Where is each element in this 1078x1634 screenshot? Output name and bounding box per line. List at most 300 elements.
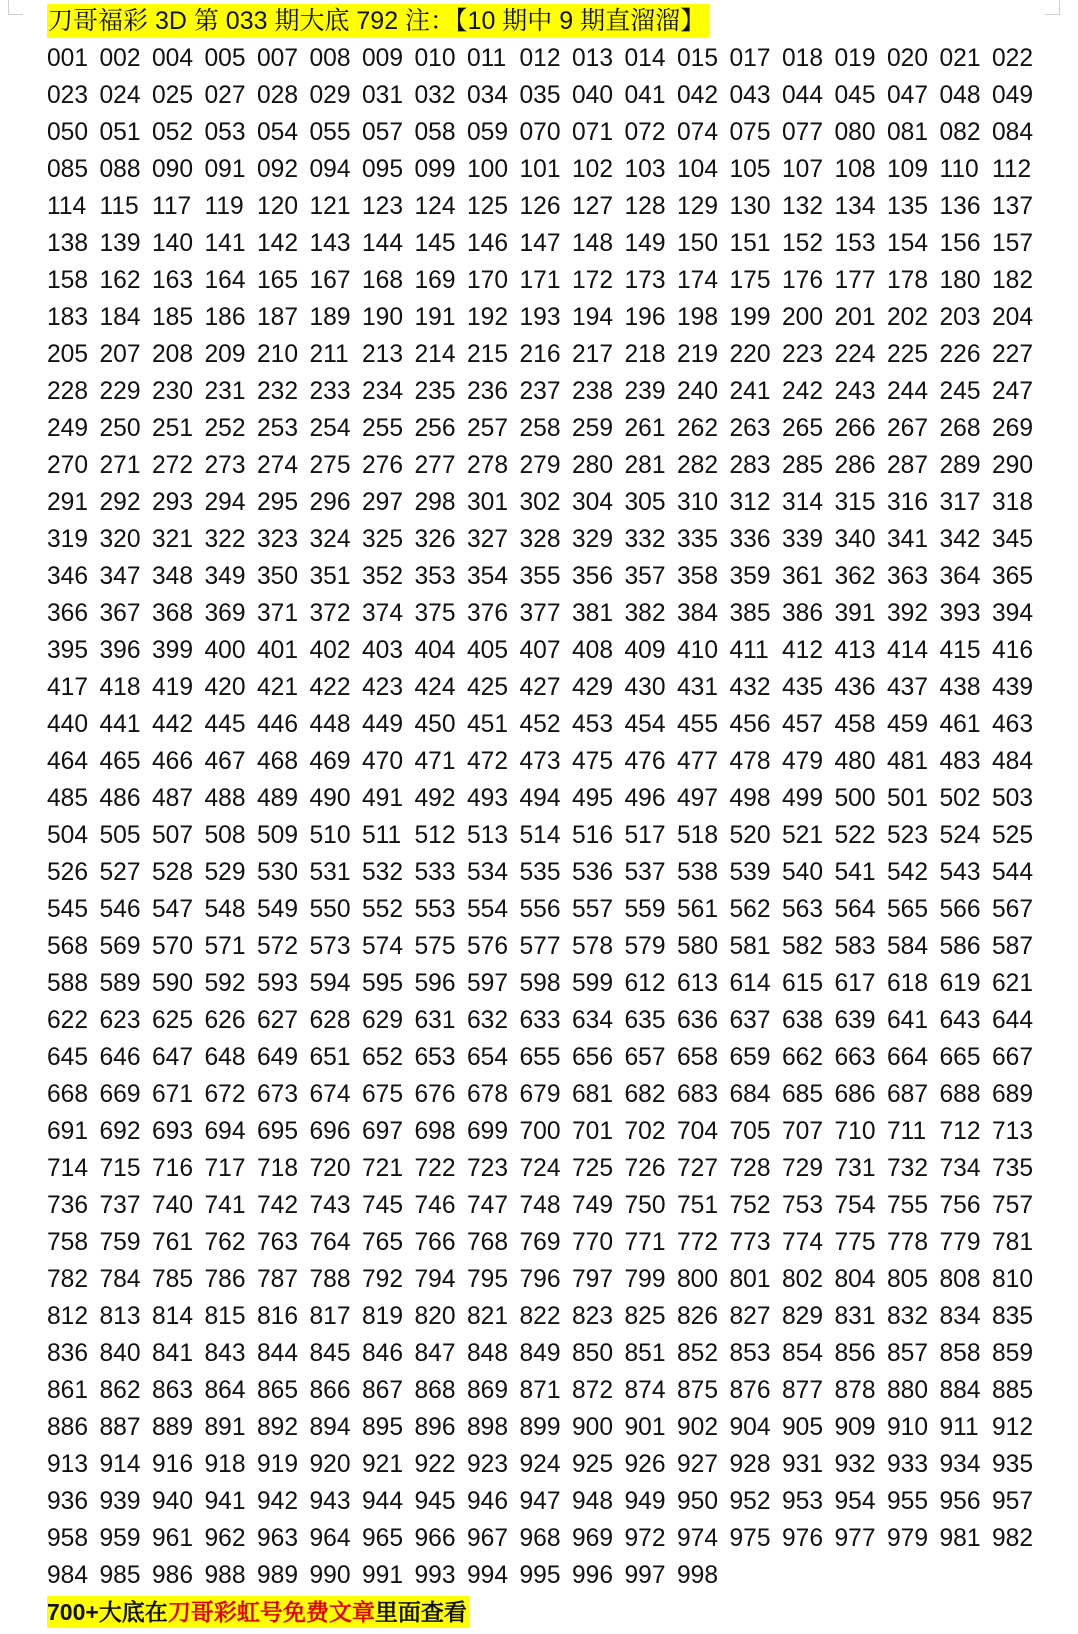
number-item: 304 xyxy=(572,489,614,516)
number-item: 933 xyxy=(887,1451,929,1478)
number-row xyxy=(47,928,1057,965)
number-item: 021 xyxy=(939,45,981,72)
number-item: 411 xyxy=(729,637,769,664)
number-item: 674 xyxy=(309,1081,351,1108)
number-item: 816 xyxy=(257,1303,299,1330)
number-item: 925 xyxy=(572,1451,614,1478)
number-item: 986 xyxy=(152,1562,194,1589)
number-item: 856 xyxy=(834,1340,876,1367)
number-item: 219 xyxy=(677,341,719,368)
number-item: 142 xyxy=(257,230,299,257)
number-item: 768 xyxy=(467,1229,509,1256)
number-item: 648 xyxy=(204,1044,246,1071)
number-item: 130 xyxy=(729,193,771,220)
number-item: 514 xyxy=(519,822,561,849)
number-item: 504 xyxy=(47,822,89,849)
number-item: 216 xyxy=(519,341,561,368)
number-item: 310 xyxy=(677,489,719,516)
number-item: 253 xyxy=(257,415,299,442)
number-item: 526 xyxy=(47,859,89,886)
number-item: 737 xyxy=(99,1192,141,1219)
number-item: 969 xyxy=(572,1525,614,1552)
number-item: 457 xyxy=(782,711,824,738)
footer-note xyxy=(47,1596,469,1628)
number-item: 175 xyxy=(729,267,771,294)
number-item: 743 xyxy=(309,1192,351,1219)
number-item: 280 xyxy=(572,452,614,479)
number-item: 561 xyxy=(677,896,719,923)
number-item: 643 xyxy=(939,1007,981,1034)
number-item: 735 xyxy=(992,1155,1034,1182)
number-item: 956 xyxy=(939,1488,981,1515)
number-item: 841 xyxy=(152,1340,194,1367)
number-item: 425 xyxy=(467,674,509,701)
number-item: 154 xyxy=(887,230,929,257)
number-item: 207 xyxy=(99,341,141,368)
number-item: 667 xyxy=(992,1044,1034,1071)
number-item: 298 xyxy=(414,489,456,516)
number-item: 201 xyxy=(834,304,876,331)
number-item: 975 xyxy=(729,1525,771,1552)
number-item: 077 xyxy=(782,119,824,146)
number-item: 844 xyxy=(257,1340,299,1367)
number-item: 336 xyxy=(729,526,771,553)
number-item: 229 xyxy=(99,378,141,405)
number-item: 528 xyxy=(152,859,194,886)
number-item: 619 xyxy=(939,970,981,997)
number-item: 559 xyxy=(624,896,666,923)
number-item: 381 xyxy=(572,600,614,627)
number-item: 099 xyxy=(414,156,456,183)
number-item: 490 xyxy=(309,785,351,812)
number-item: 455 xyxy=(677,711,719,738)
number-item: 257 xyxy=(467,415,509,442)
number-item: 249 xyxy=(47,415,89,442)
number-item: 853 xyxy=(729,1340,771,1367)
number-item: 750 xyxy=(624,1192,666,1219)
number-item: 940 xyxy=(152,1488,194,1515)
number-item: 266 xyxy=(834,415,876,442)
number-item: 501 xyxy=(887,785,929,812)
number-item: 989 xyxy=(257,1562,299,1589)
number-item: 382 xyxy=(624,600,666,627)
number-item: 366 xyxy=(47,600,89,627)
number-item: 167 xyxy=(309,267,351,294)
number-item: 631 xyxy=(414,1007,456,1034)
number-item: 500 xyxy=(834,785,876,812)
number-item: 845 xyxy=(309,1340,351,1367)
number-item: 226 xyxy=(939,341,981,368)
number-item: 454 xyxy=(624,711,666,738)
number-item: 542 xyxy=(887,859,929,886)
number-item: 138 xyxy=(47,230,89,257)
number-item: 305 xyxy=(624,489,666,516)
number-item: 981 xyxy=(939,1525,981,1552)
number-item: 407 xyxy=(519,637,561,664)
number-item: 995 xyxy=(519,1562,561,1589)
number-item: 852 xyxy=(677,1340,719,1367)
number-item: 040 xyxy=(572,82,614,109)
number-item: 701 xyxy=(572,1118,614,1145)
number-item: 296 xyxy=(309,489,351,516)
number-item: 290 xyxy=(992,452,1034,479)
number-item: 402 xyxy=(309,637,351,664)
number-item: 864 xyxy=(204,1377,246,1404)
number-item: 637 xyxy=(729,1007,771,1034)
number-item: 423 xyxy=(362,674,404,701)
number-item: 796 xyxy=(519,1266,561,1293)
number-item: 866 xyxy=(309,1377,351,1404)
number-item: 843 xyxy=(204,1340,246,1367)
number-item: 292 xyxy=(99,489,141,516)
number-item: 144 xyxy=(362,230,404,257)
number-item: 596 xyxy=(414,970,456,997)
number-item: 109 xyxy=(887,156,929,183)
number-item: 278 xyxy=(467,452,509,479)
number-item: 556 xyxy=(519,896,561,923)
number-item: 900 xyxy=(572,1414,614,1441)
number-item: 757 xyxy=(992,1192,1034,1219)
number-item: 301 xyxy=(467,489,509,516)
number-item: 184 xyxy=(99,304,141,331)
number-item: 761 xyxy=(152,1229,194,1256)
number-item: 023 xyxy=(47,82,89,109)
number-item: 618 xyxy=(887,970,929,997)
number-item: 795 xyxy=(467,1266,509,1293)
number-item: 614 xyxy=(729,970,771,997)
number-item: 103 xyxy=(624,156,666,183)
number-item: 193 xyxy=(519,304,561,331)
number-item: 287 xyxy=(887,452,929,479)
number-item: 942 xyxy=(257,1488,299,1515)
number-item: 489 xyxy=(257,785,299,812)
number-item: 018 xyxy=(782,45,824,72)
number-item: 108 xyxy=(834,156,876,183)
number-item: 503 xyxy=(992,785,1034,812)
number-item: 849 xyxy=(519,1340,561,1367)
number-item: 347 xyxy=(99,563,141,590)
number-item: 652 xyxy=(362,1044,404,1071)
number-item: 736 xyxy=(47,1192,89,1219)
number-item: 876 xyxy=(729,1377,771,1404)
number-item: 858 xyxy=(939,1340,981,1367)
number-item: 293 xyxy=(152,489,194,516)
number-item: 461 xyxy=(939,711,981,738)
number-item: 173 xyxy=(624,267,666,294)
number-item: 422 xyxy=(309,674,351,701)
number-item: 924 xyxy=(519,1451,561,1478)
number-item: 671 xyxy=(152,1081,194,1108)
number-item: 612 xyxy=(624,970,666,997)
number-item: 946 xyxy=(467,1488,509,1515)
number-item: 254 xyxy=(309,415,351,442)
number-item: 044 xyxy=(782,82,824,109)
number-item: 696 xyxy=(309,1118,351,1145)
number-item: 902 xyxy=(677,1414,719,1441)
number-item: 894 xyxy=(309,1414,351,1441)
number-item: 711 xyxy=(887,1118,927,1145)
number-item: 567 xyxy=(992,896,1034,923)
number-item: 259 xyxy=(572,415,614,442)
number-item: 998 xyxy=(677,1562,719,1589)
number-item: 891 xyxy=(204,1414,246,1441)
number-item: 153 xyxy=(834,230,876,257)
number-item: 615 xyxy=(782,970,824,997)
number-item: 588 xyxy=(47,970,89,997)
number-item: 317 xyxy=(939,489,981,516)
number-item: 517 xyxy=(624,822,666,849)
number-item: 537 xyxy=(624,859,666,886)
number-item: 177 xyxy=(834,267,876,294)
number-item: 171 xyxy=(519,267,561,294)
number-item: 315 xyxy=(834,489,876,516)
number-item: 508 xyxy=(204,822,246,849)
number-item: 499 xyxy=(782,785,824,812)
number-item: 773 xyxy=(729,1229,771,1256)
number-item: 156 xyxy=(939,230,981,257)
number-item: 629 xyxy=(362,1007,404,1034)
number-item: 769 xyxy=(519,1229,561,1256)
number-item: 409 xyxy=(624,637,666,664)
number-item: 848 xyxy=(467,1340,509,1367)
number-item: 759 xyxy=(99,1229,141,1256)
number-item: 275 xyxy=(309,452,351,479)
number-item: 997 xyxy=(624,1562,666,1589)
number-item: 497 xyxy=(677,785,719,812)
number-item: 958 xyxy=(47,1525,89,1552)
number-item: 369 xyxy=(204,600,246,627)
number-item: 004 xyxy=(152,45,194,72)
number-item: 549 xyxy=(257,896,299,923)
number-item: 445 xyxy=(204,711,246,738)
number-item: 826 xyxy=(677,1303,719,1330)
number-item: 832 xyxy=(887,1303,929,1330)
number-item: 829 xyxy=(782,1303,824,1330)
number-item: 962 xyxy=(204,1525,246,1552)
number-item: 580 xyxy=(677,933,719,960)
number-item: 346 xyxy=(47,563,89,590)
number-item: 921 xyxy=(362,1451,404,1478)
number-item: 208 xyxy=(152,341,194,368)
number-item: 632 xyxy=(467,1007,509,1034)
number-item: 228 xyxy=(47,378,89,405)
number-item: 436 xyxy=(834,674,876,701)
number-item: 452 xyxy=(519,711,561,738)
number-item: 163 xyxy=(152,267,194,294)
number-item: 755 xyxy=(887,1192,929,1219)
number-item: 251 xyxy=(152,415,194,442)
number-item: 699 xyxy=(467,1118,509,1145)
number-item: 084 xyxy=(992,119,1034,146)
number-item: 385 xyxy=(729,600,771,627)
number-item: 453 xyxy=(572,711,614,738)
number-item: 520 xyxy=(729,822,771,849)
number-item: 965 xyxy=(362,1525,404,1552)
number-row xyxy=(47,77,1057,114)
number-item: 952 xyxy=(729,1488,771,1515)
number-item: 120 xyxy=(257,193,299,220)
number-item: 029 xyxy=(309,82,351,109)
number-item: 217 xyxy=(572,341,614,368)
number-item: 967 xyxy=(467,1525,509,1552)
number-row xyxy=(47,447,1057,484)
number-item: 862 xyxy=(99,1377,141,1404)
number-item: 028 xyxy=(257,82,299,109)
number-item: 035 xyxy=(519,82,561,109)
number-item: 182 xyxy=(992,267,1034,294)
number-item: 923 xyxy=(467,1451,509,1478)
number-item: 668 xyxy=(47,1081,89,1108)
number-item: 825 xyxy=(624,1303,666,1330)
number-item: 274 xyxy=(257,452,299,479)
number-item: 836 xyxy=(47,1340,89,1367)
number-item: 746 xyxy=(414,1192,456,1219)
number-item: 392 xyxy=(887,600,929,627)
number-item: 868 xyxy=(414,1377,456,1404)
number-item: 700 xyxy=(519,1118,561,1145)
number-item: 511 xyxy=(362,822,402,849)
number-item: 281 xyxy=(624,452,666,479)
number-item: 754 xyxy=(834,1192,876,1219)
number-item: 553 xyxy=(414,896,456,923)
number-item: 534 xyxy=(467,859,509,886)
number-item: 237 xyxy=(519,378,561,405)
number-item: 694 xyxy=(204,1118,246,1145)
number-item: 282 xyxy=(677,452,719,479)
number-item: 104 xyxy=(677,156,719,183)
number-item: 485 xyxy=(47,785,89,812)
number-item: 273 xyxy=(204,452,246,479)
number-item: 417 xyxy=(47,674,89,701)
footer-link-text: 刀哥彩虹号免费文章 xyxy=(167,1599,375,1625)
number-item: 200 xyxy=(782,304,824,331)
number-item: 529 xyxy=(204,859,246,886)
number-item: 427 xyxy=(519,674,561,701)
number-item: 683 xyxy=(677,1081,719,1108)
number-item: 272 xyxy=(152,452,194,479)
number-item: 129 xyxy=(677,193,719,220)
number-item: 363 xyxy=(887,563,929,590)
number-row xyxy=(47,1002,1057,1039)
number-item: 263 xyxy=(729,415,771,442)
number-item: 051 xyxy=(99,119,141,146)
number-item: 751 xyxy=(677,1192,719,1219)
number-item: 934 xyxy=(939,1451,981,1478)
number-item: 375 xyxy=(414,600,456,627)
number-row xyxy=(47,1187,1057,1224)
number-item: 840 xyxy=(99,1340,141,1367)
number-row xyxy=(47,1446,1057,1483)
number-item: 032 xyxy=(414,82,456,109)
number-item: 233 xyxy=(309,378,351,405)
number-item: 449 xyxy=(362,711,404,738)
number-item: 318 xyxy=(992,489,1034,516)
number-row xyxy=(47,188,1057,225)
number-item: 224 xyxy=(834,341,876,368)
number-row xyxy=(47,706,1057,743)
number-item: 479 xyxy=(782,748,824,775)
number-item: 395 xyxy=(47,637,89,664)
number-item: 505 xyxy=(99,822,141,849)
number-item: 268 xyxy=(939,415,981,442)
number-item: 125 xyxy=(467,193,509,220)
number-item: 786 xyxy=(204,1266,246,1293)
number-item: 621 xyxy=(992,970,1034,997)
number-item: 136 xyxy=(939,193,981,220)
number-item: 912 xyxy=(992,1414,1034,1441)
number-item: 846 xyxy=(362,1340,404,1367)
number-item: 494 xyxy=(519,785,561,812)
number-item: 766 xyxy=(414,1229,456,1256)
number-item: 276 xyxy=(362,452,404,479)
number-item: 059 xyxy=(467,119,509,146)
number-item: 031 xyxy=(362,82,404,109)
number-item: 731 xyxy=(834,1155,876,1182)
number-item: 339 xyxy=(782,526,824,553)
number-item: 431 xyxy=(677,674,719,701)
number-item: 584 xyxy=(887,933,929,960)
number-item: 918 xyxy=(204,1451,246,1478)
number-item: 568 xyxy=(47,933,89,960)
number-item: 150 xyxy=(677,230,719,257)
number-item: 368 xyxy=(152,600,194,627)
number-item: 653 xyxy=(414,1044,456,1071)
number-item: 628 xyxy=(309,1007,351,1034)
number-item: 401 xyxy=(257,637,299,664)
number-item: 112 xyxy=(992,156,1032,183)
number-item: 432 xyxy=(729,674,771,701)
number-item: 470 xyxy=(362,748,404,775)
number-item: 053 xyxy=(204,119,246,146)
number-item: 990 xyxy=(309,1562,351,1589)
number-item: 262 xyxy=(677,415,719,442)
number-item: 871 xyxy=(519,1377,561,1404)
number-item: 691 xyxy=(47,1118,89,1145)
number-item: 692 xyxy=(99,1118,141,1145)
number-item: 867 xyxy=(362,1377,404,1404)
number-item: 147 xyxy=(519,230,561,257)
number-item: 210 xyxy=(257,341,299,368)
number-item: 819 xyxy=(362,1303,404,1330)
number-item: 646 xyxy=(99,1044,141,1071)
number-item: 649 xyxy=(257,1044,299,1071)
number-item: 005 xyxy=(204,45,246,72)
number-item: 459 xyxy=(887,711,929,738)
footer-prefix: 700+大底在 xyxy=(47,1599,168,1625)
number-item: 492 xyxy=(414,785,456,812)
number-item: 245 xyxy=(939,378,981,405)
number-item: 635 xyxy=(624,1007,666,1034)
number-item: 241 xyxy=(729,378,771,405)
number-item: 598 xyxy=(519,970,561,997)
number-item: 243 xyxy=(834,378,876,405)
number-item: 523 xyxy=(887,822,929,849)
number-item: 049 xyxy=(992,82,1034,109)
number-item: 429 xyxy=(572,674,614,701)
number-item: 957 xyxy=(992,1488,1034,1515)
number-item: 400 xyxy=(204,637,246,664)
number-item: 121 xyxy=(309,193,351,220)
number-item: 007 xyxy=(257,45,299,72)
number-row xyxy=(47,632,1057,669)
document-body xyxy=(47,4,1057,1628)
number-item: 968 xyxy=(519,1525,561,1552)
number-item: 527 xyxy=(99,859,141,886)
number-item: 450 xyxy=(414,711,456,738)
number-item: 547 xyxy=(152,896,194,923)
number-item: 345 xyxy=(992,526,1034,553)
number-row xyxy=(47,151,1057,188)
